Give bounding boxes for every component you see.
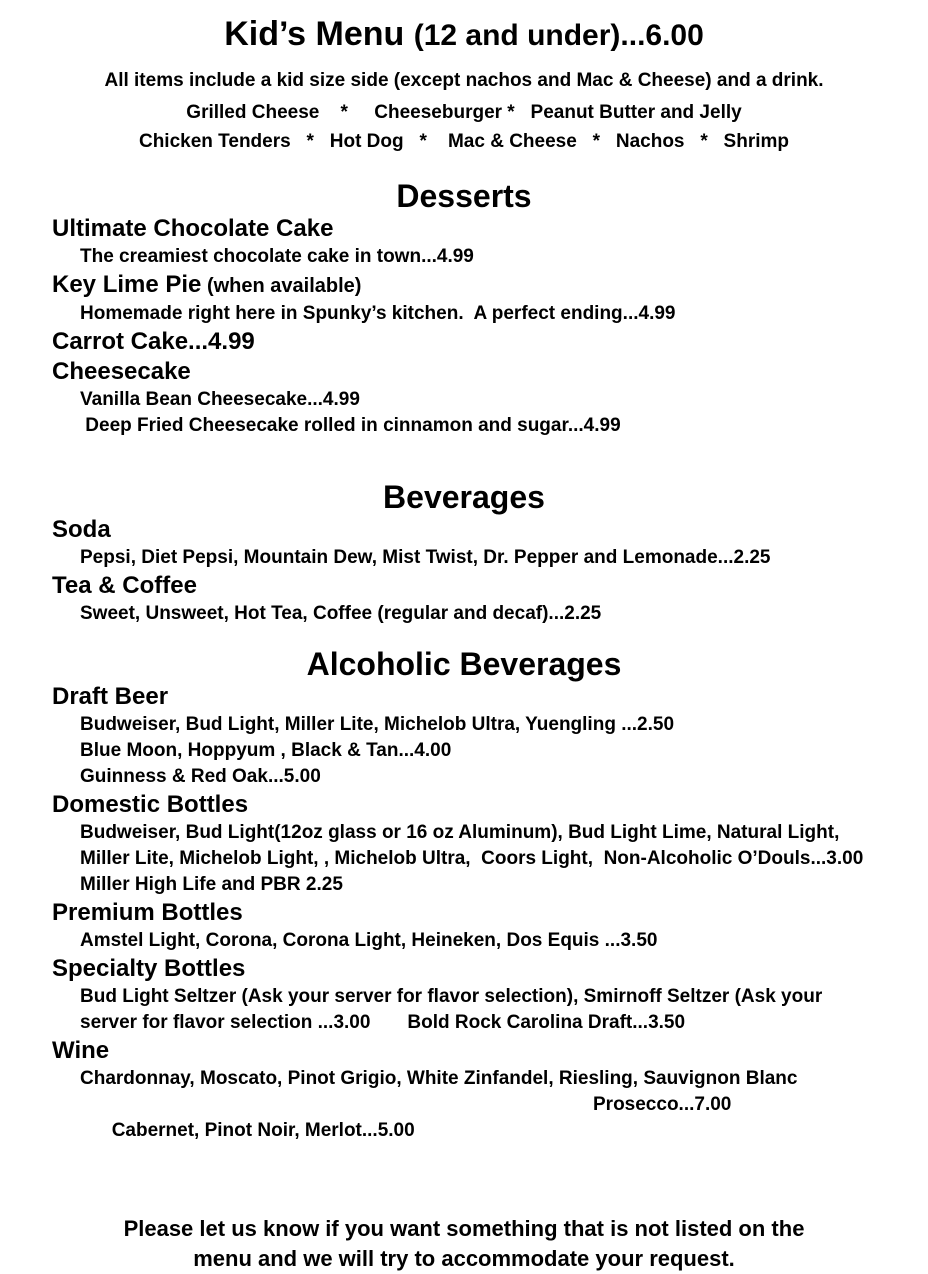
kids-menu-items [0,98,928,156]
wine-prosecco-price: Prosecco...7.00 [593,1094,732,1115]
section-desserts [0,178,928,439]
menu-item-detail: Miller High Life and PBR 2.25 [80,874,343,895]
menu-item-detail: Bud Light Seltzer (Ask your server for flavor selection), Smirnoff Seltzer (Ask your [80,986,823,1007]
menu-item-name [52,270,928,301]
menu-item-detail: server for flavor selection ...3.00 Bold Rock Carolina Draft...3.50 [80,1012,686,1033]
menu-item-name-suffix: (when available) [201,275,362,297]
menu-item-name: Carrot Cake...4.99 [52,328,255,355]
menu-item-name: Soda [52,516,111,543]
menu-item-detail: Vanilla Bean Cheesecake...4.99 [80,389,360,410]
menu-item-name: Premium Bottles [52,899,243,926]
menu-item-name: Cheesecake [52,358,191,385]
menu-item-name: Tea & Coffee [52,572,197,599]
menu-item-detail [80,1092,898,1196]
section-heading-beverages: Beverages [383,479,545,515]
menu-item-detail: Guinness & Red Oak...5.00 [80,766,321,787]
menu-item-detail: Blue Moon, Hoppyum , Black & Tan...4.00 [80,740,452,761]
menu-item-name: Ultimate Chocolate Cake [52,215,334,242]
wine-red-list: Cabernet, Pinot Noir, Merlot...5.00 [111,1120,415,1141]
menu-item-detail: Sweet, Unsweet, Hot Tea, Coffee (regular and decaf)...2.25 [80,603,602,624]
menu-item-detail: Pepsi, Diet Pepsi, Mountain Dew, Mist Twist, Dr. Pepper and Lemonade...2.25 [80,547,771,568]
menu-item-detail: Homemade right here in Spunky’s kitchen. A perfect ending...4.99 [80,303,676,324]
kids-menu-line-2: Chicken Tenders * Hot Dog * Mac & Cheese * Nachos * Shrimp [138,131,790,152]
menu-item-name: Domestic Bottles [52,791,249,818]
menu-item-name-text: Key Lime Pie [52,271,202,298]
menu-item-detail: Miller Lite, Michelob Light, , Michelob Ultra, Coors Light, Non-Alcoholic O’Douls...3.00 [80,848,864,869]
menu-item-detail: Budweiser, Bud Light(12oz glass or 16 oz Aluminum), Bud Light Lime, Natural Light, [80,822,840,843]
menu-item-detail: Amstel Light, Corona, Corona Light, Heineken, Dos Equis ...3.50 [80,930,658,951]
kids-menu-title [0,15,928,60]
menu-item-name: Specialty Bottles [52,955,246,982]
kids-menu-line-1: Grilled Cheese * Cheeseburger * Peanut Butter and Jelly [186,102,742,123]
menu-item-detail: Budweiser, Bud Light, Miller Lite, Michelob Ultra, Yuengling ...2.50 [80,714,675,735]
section-beverages [0,479,928,627]
menu-item-detail: The creamiest chocolate cake in town...4.99 [80,246,474,267]
menu-item-name: Wine [52,1037,110,1064]
section-alcoholic-beverages [0,646,928,1196]
section-heading-alcoholic-beverages: Alcoholic Beverages [306,646,622,682]
kids-menu-title-price: (12 and under)...6.00 [413,19,704,52]
menu-item-detail: Chardonnay, Moscato, Pinot Grigio, White Zinfandel, Riesling, Sauvignon Blanc [80,1068,798,1089]
section-heading-desserts: Desserts [396,178,532,214]
kids-menu-subtitle: All items include a kid size side (except nachos and Mac & Cheese) and a drink. [104,70,824,91]
menu-item-detail: Deep Fried Cheesecake rolled in cinnamon and sugar...4.99 [80,415,621,436]
kids-menu-title-main: Kid’s Menu [224,15,414,53]
menu-item-name: Draft Beer [52,683,169,710]
footer-note: Please let us know if you want something that is not listed on the menu and we will try to accommodate your request. [123,1216,805,1271]
